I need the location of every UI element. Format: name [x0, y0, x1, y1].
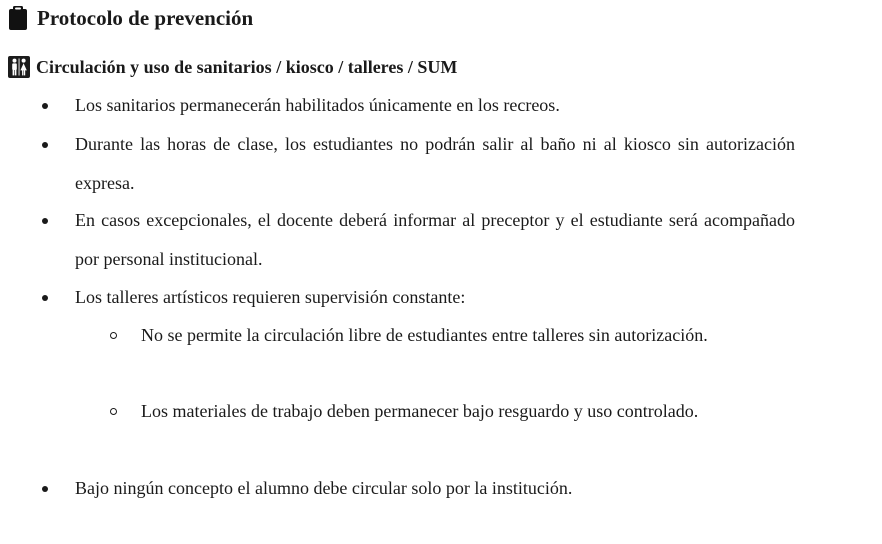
list-item	[0, 278, 882, 318]
list-item	[0, 125, 882, 203]
list-item-text: Los sanitarios permanecerán habilitados únicamente en los recreos.	[75, 95, 560, 115]
list-item-text: Durante las horas de clase, los estudiantes no podrán salir al baño ni al kiosco sin autorización expresa.	[75, 134, 795, 193]
page-title-text: Protocolo de prevención	[37, 6, 254, 30]
list-item-text: Bajo ningún concepto el alumno debe circular solo por la institución.	[75, 478, 573, 498]
list-item-text: En casos excepcionales, el docente deberá informar al preceptor y el estudiante será acompañado por personal institucional.	[75, 210, 795, 269]
bullet-dot	[42, 295, 48, 301]
sub-list-item-text: No se permite la circulación libre de estudiantes entre talleres sin autorización.	[141, 325, 708, 345]
sub-list-item	[0, 392, 882, 470]
list-item	[0, 201, 882, 279]
bullet-dot	[42, 218, 48, 224]
sub-list-item-text: Los materiales de trabajo deben permanecer bajo resguardo y uso controlado.	[141, 401, 699, 421]
bullet-dot	[42, 486, 48, 492]
sub-bullet-circle	[110, 408, 117, 415]
clipboard-icon	[8, 5, 28, 31]
list-item-text: Los talleres artísticos requieren supervisión constante:	[75, 287, 466, 307]
section-title	[8, 55, 457, 79]
sub-list-item	[0, 316, 882, 394]
bullet-dot	[42, 142, 48, 148]
page-title	[8, 4, 253, 32]
list-item	[0, 469, 882, 509]
sub-bullet-circle	[110, 332, 117, 339]
bullet-dot	[42, 103, 48, 109]
list-item	[0, 86, 882, 126]
section-title-text: Circulación y uso de sanitarios / kiosco / talleres / SUM	[36, 57, 458, 77]
restroom-icon	[8, 56, 30, 78]
